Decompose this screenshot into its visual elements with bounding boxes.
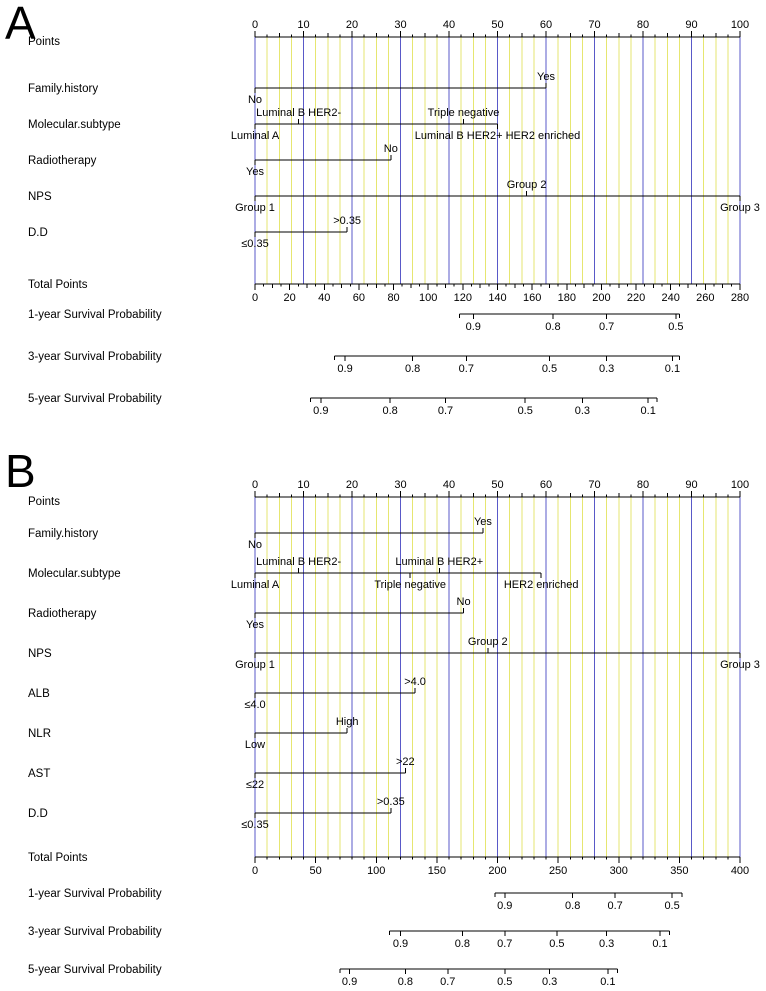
survival-tick-label: 0.5: [541, 363, 558, 375]
survival-tick-label: 0.8: [382, 405, 398, 417]
survival-tick-label: 0.9: [341, 976, 358, 988]
survival-tick-label: 0.9: [465, 321, 481, 333]
row-label: 1-year Survival Probability: [28, 888, 162, 900]
category-label: Group 2: [467, 636, 508, 648]
panel-b: [0, 445, 766, 991]
total-points-tick-label: 280: [730, 292, 750, 304]
total-points-tick-label: 50: [309, 865, 322, 877]
category-label: High: [335, 716, 359, 728]
survival-tick-label: 0.9: [337, 363, 353, 375]
survival-tick-label: 0.5: [549, 938, 565, 950]
category-label: HER2 enriched: [503, 579, 579, 591]
panel-b-letter: B: [5, 445, 36, 497]
survival-tick-label: 0.9: [313, 405, 329, 417]
survival-tick-label: 0.8: [545, 321, 561, 333]
row-label: NLR: [28, 728, 52, 740]
row-label: Molecular.subtype: [28, 568, 121, 580]
survival-tick-label: 0.7: [607, 900, 623, 912]
row-label: ALB: [28, 688, 50, 700]
points-tick-label: 90: [685, 19, 698, 31]
category-label: No: [247, 539, 263, 551]
row-label: NPS: [28, 191, 52, 203]
category-label: >4.0: [404, 676, 426, 688]
row-label: Points: [28, 36, 60, 48]
total-points-tick-label: 100: [419, 292, 438, 304]
category-label: Luminal A: [230, 579, 280, 591]
total-points-tick-label: 240: [661, 292, 680, 304]
survival-tick-label: 0.9: [497, 900, 513, 912]
points-tick-label: 100: [730, 19, 750, 31]
row-label: Points: [28, 496, 60, 508]
row-label: D.D: [28, 808, 48, 820]
category-label: Luminal B HER2-: [256, 556, 342, 568]
points-tick-label: 20: [345, 19, 359, 31]
category-label: >0.35: [376, 796, 405, 808]
points-tick-label: 90: [685, 479, 698, 491]
survival-tick-label: 0.5: [664, 900, 680, 912]
points-tick-label: 80: [636, 479, 650, 491]
category-label: Yes: [246, 619, 264, 631]
points-tick-label: 40: [442, 479, 456, 491]
total-points-tick-label: 150: [427, 865, 447, 877]
points-tick-label: 0: [251, 479, 259, 491]
points-tick-label: 50: [491, 19, 504, 31]
survival-tick-label: 0.5: [497, 976, 513, 988]
survival-tick-label: 0.1: [664, 363, 681, 375]
survival-tick-label: 0.5: [668, 321, 684, 333]
survival-tick-label: 0.7: [440, 976, 456, 988]
total-points-tick-label: 0: [251, 292, 259, 304]
survival-tick-label: 0.7: [458, 363, 474, 375]
row-label: Radiotherapy: [28, 155, 97, 167]
row-label: AST: [28, 768, 51, 780]
category-label: ≤0.35: [241, 238, 269, 250]
total-points-tick-label: 60: [352, 292, 366, 304]
survival-tick-label: 0.7: [437, 405, 454, 417]
points-tick-label: 30: [394, 19, 407, 31]
row-label: D.D: [28, 227, 48, 239]
total-points-tick-label: 350: [670, 865, 689, 877]
panel-a-nomogram-canvas: [0, 0, 766, 448]
category-label: Group 3: [720, 202, 760, 214]
category-label: ≤4.0: [244, 699, 266, 711]
survival-tick-label: 0.1: [600, 976, 616, 988]
total-points-tick-label: 140: [488, 292, 507, 304]
category-label: ≤0.35: [241, 819, 269, 831]
total-points-tick-label: 100: [367, 865, 386, 877]
points-tick-label: 60: [539, 19, 553, 31]
survival-tick-label: 0.5: [517, 405, 533, 417]
points-tick-label: 50: [491, 479, 504, 491]
row-label: Family.history: [28, 528, 99, 540]
survival-tick-label: 0.3: [598, 363, 615, 375]
total-points-tick-label: 160: [522, 292, 542, 304]
survival-tick-label: 0.3: [598, 938, 615, 950]
row-label: 5-year Survival Probability: [28, 393, 162, 405]
total-points-tick-label: 400: [730, 865, 750, 877]
category-label: No: [456, 596, 471, 608]
total-points-tick-label: 40: [318, 292, 331, 304]
total-points-tick-label: 80: [387, 292, 400, 304]
category-label: Group 2: [506, 179, 547, 191]
category-label: >0.35: [333, 215, 362, 227]
category-label: Group 3: [720, 659, 760, 671]
survival-tick-label: 0.8: [454, 938, 470, 950]
row-label: Radiotherapy: [28, 608, 97, 620]
points-tick-label: 10: [297, 479, 310, 491]
panel-b-nomogram-canvas: [0, 445, 766, 991]
points-tick-label: 100: [730, 479, 750, 491]
survival-tick-label: 0.9: [392, 938, 409, 950]
category-label: No: [247, 94, 263, 106]
row-label: Total Points: [28, 279, 88, 291]
points-tick-label: 60: [539, 479, 553, 491]
total-points-tick-label: 260: [696, 292, 715, 304]
total-points-tick-label: 180: [557, 292, 576, 304]
row-label: 1-year Survival Probability: [28, 309, 162, 321]
row-label: Molecular.subtype: [28, 119, 121, 131]
total-points-tick-label: 120: [453, 292, 473, 304]
points-tick-label: 30: [394, 479, 407, 491]
category-label: Yes: [473, 516, 492, 528]
points-tick-label: 70: [588, 19, 601, 31]
survival-tick-label: 0.3: [541, 976, 558, 988]
total-points-tick-label: 20: [283, 292, 296, 304]
survival-tick-label: 0.1: [652, 938, 668, 950]
category-label: Group 1: [235, 659, 275, 671]
category-label: Group 1: [235, 202, 275, 214]
category-label: No: [383, 143, 398, 155]
category-label: Luminal A: [230, 130, 280, 142]
row-label: Total Points: [28, 852, 88, 864]
category-label: Yes: [537, 71, 555, 83]
row-label: 3-year Survival Probability: [28, 351, 162, 363]
category-label: ≤22: [245, 779, 265, 791]
row-label: NPS: [28, 648, 52, 660]
points-tick-label: 20: [345, 479, 359, 491]
category-label: Luminal B HER2+: [395, 556, 484, 568]
category-label: Triple negative: [427, 107, 500, 119]
total-points-tick-label: 200: [488, 865, 507, 877]
survival-tick-label: 0.8: [397, 976, 413, 988]
points-tick-label: 40: [442, 19, 456, 31]
category-label: >22: [396, 756, 415, 768]
total-points-tick-label: 300: [609, 865, 628, 877]
survival-tick-label: 0.7: [598, 321, 615, 333]
panel-a: [0, 0, 766, 448]
category-label: Luminal B HER2+ HER2 enriched: [414, 130, 581, 142]
total-points-tick-label: 0: [251, 865, 259, 877]
category-label: Low: [244, 739, 266, 751]
survival-tick-label: 0.1: [640, 405, 656, 417]
category-label: Luminal B HER2-: [256, 107, 342, 119]
points-tick-label: 80: [636, 19, 650, 31]
points-tick-label: 10: [297, 19, 310, 31]
survival-tick-label: 0.3: [574, 405, 591, 417]
panel-a-letter: A: [5, 0, 36, 49]
category-label: Yes: [246, 166, 264, 178]
points-tick-label: 70: [588, 479, 601, 491]
points-tick-label: 0: [251, 19, 259, 31]
row-label: 5-year Survival Probability: [28, 964, 162, 976]
total-points-tick-label: 220: [626, 292, 646, 304]
row-label: Family.history: [28, 83, 99, 95]
row-label: 3-year Survival Probability: [28, 926, 162, 938]
survival-tick-label: 0.8: [404, 363, 421, 375]
total-points-tick-label: 200: [592, 292, 611, 304]
survival-tick-label: 0.7: [497, 938, 513, 950]
total-points-tick-label: 250: [548, 865, 568, 877]
category-label: Triple negative: [374, 579, 447, 591]
survival-tick-label: 0.8: [565, 900, 581, 912]
